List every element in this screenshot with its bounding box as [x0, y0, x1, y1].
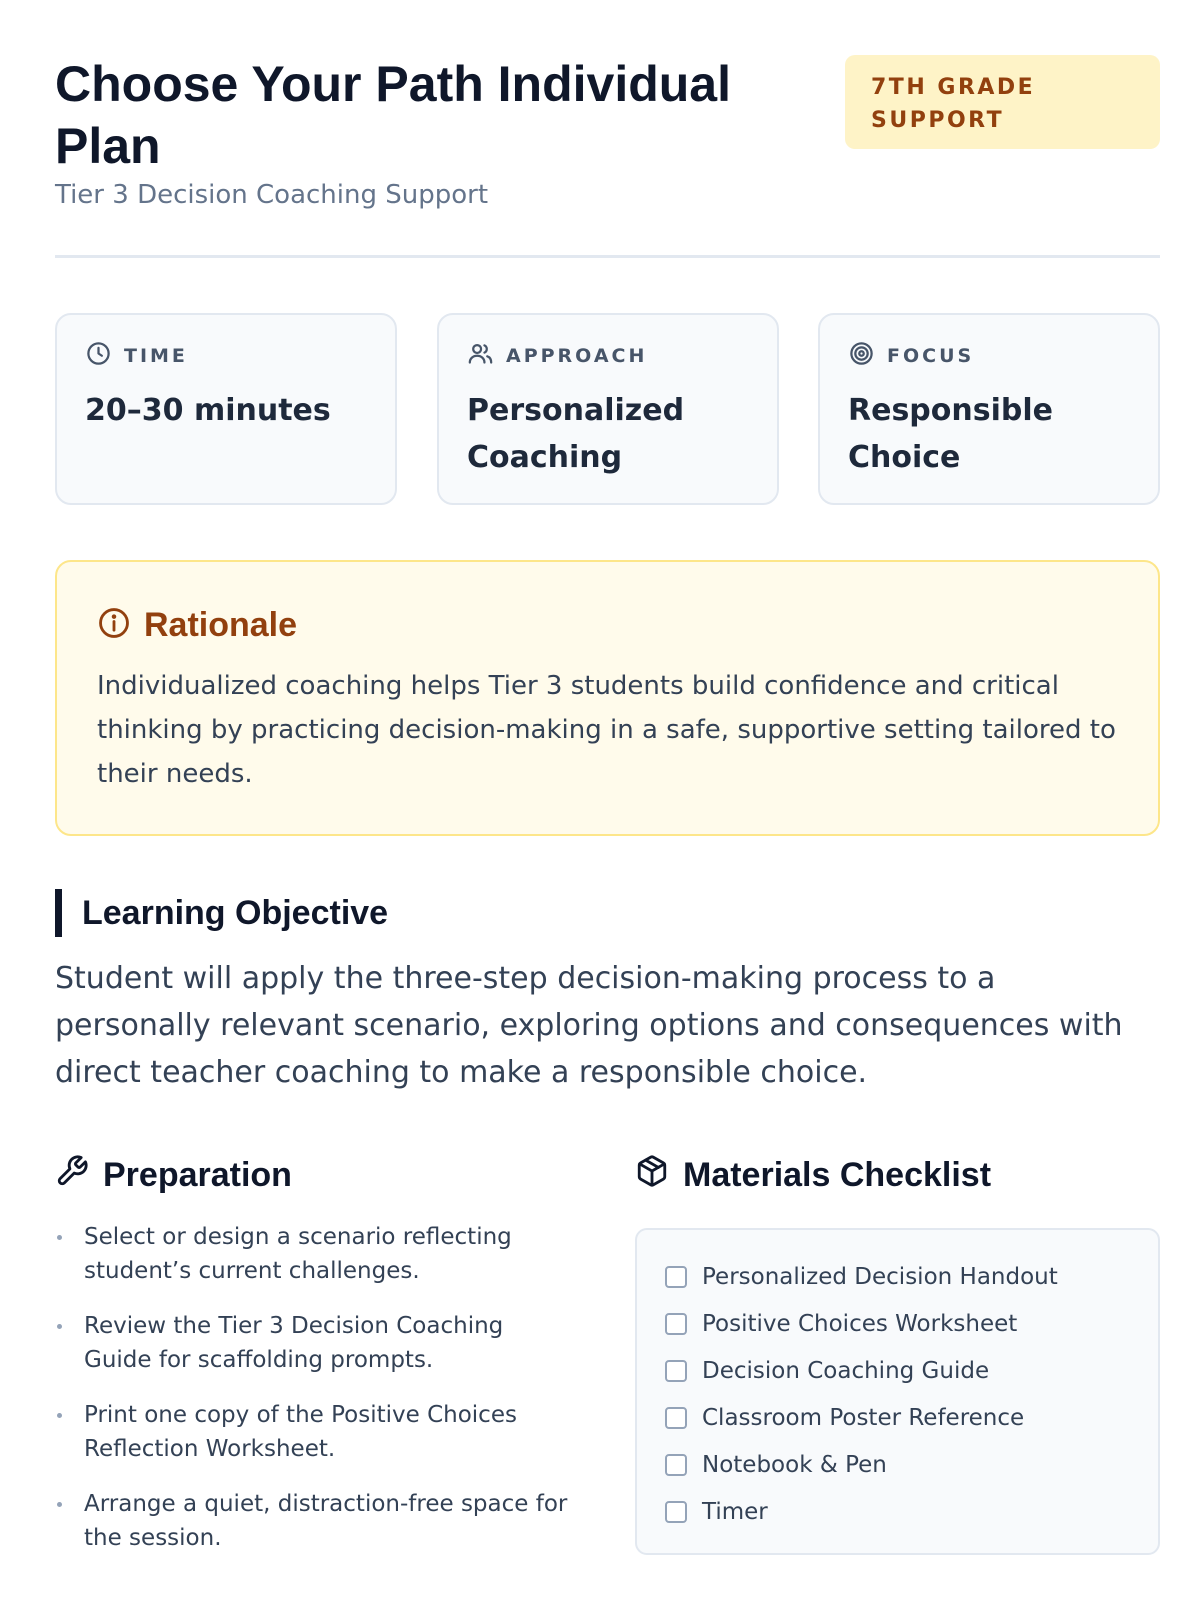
approach-value: Personalized Coaching: [467, 393, 685, 475]
checklist-item[interactable]: [665, 1394, 1130, 1441]
checkbox[interactable]: [665, 1501, 687, 1523]
wrench-icon: [55, 1154, 89, 1197]
page-subtitle: Tier 3 Decision Coaching Support: [55, 180, 489, 210]
objective-text: Student will apply the three-step decision-making process to a personally relevant scenario, exploring options and consequences with direct teacher coaching to make a responsible choice.: [55, 961, 1123, 1090]
checklist-label: Personalized Decision Handout: [702, 1263, 1058, 1290]
time-value: 20–30 minutes: [85, 393, 331, 428]
checklist-label: Decision Coaching Guide: [702, 1357, 990, 1384]
page-title: Choose Your Path Individual Plan: [55, 56, 732, 174]
checklist-item[interactable]: [665, 1347, 1130, 1394]
focus-label: FOCUS: [887, 345, 975, 367]
header: [55, 0, 1160, 258]
materials-heading: [635, 1150, 991, 1200]
materials-title: Materials Checklist: [683, 1155, 992, 1194]
users-icon: [467, 340, 494, 372]
approach-label: APPROACH: [506, 345, 648, 367]
lesson-plan-page: [55, 0, 1160, 1551]
checklist-item[interactable]: [665, 1300, 1130, 1347]
focus-value: Responsible Choice: [848, 393, 1053, 475]
time-card: [55, 313, 397, 505]
preparation-heading: [55, 1150, 292, 1200]
target-icon: [848, 340, 875, 372]
time-label: TIME: [124, 345, 188, 367]
checklist-label: Classroom Poster Reference: [702, 1404, 1025, 1431]
list-item: Review the Tier 3 Decision Coaching Guide for scaffolding prompts.: [55, 1309, 575, 1377]
clock-icon: [85, 340, 112, 372]
info-icon: [97, 606, 131, 644]
checklist-item[interactable]: [665, 1441, 1130, 1488]
focus-card: [818, 313, 1160, 505]
checklist-item[interactable]: [665, 1488, 1130, 1535]
list-item: Select or design a scenario reflecting student’s current challenges.: [55, 1220, 575, 1288]
checkbox[interactable]: [665, 1407, 687, 1429]
checklist-label: Notebook & Pen: [702, 1451, 887, 1478]
rationale-box: [55, 560, 1160, 836]
materials-checklist: [635, 1228, 1160, 1555]
package-icon: [635, 1154, 669, 1197]
objective-title: Learning Objective: [55, 889, 388, 937]
checklist-label: Timer: [702, 1498, 768, 1525]
rationale-text: Individualized coaching helps Tier 3 students build confidence and critical thinking by practicing decision-making in a safe, supportive setting tailored to their needs.: [97, 671, 1116, 789]
preparation-list: [55, 1220, 575, 1576]
info-cards: [55, 313, 1160, 505]
list-item: Print one copy of the Positive Choices Reflection Worksheet.: [55, 1398, 575, 1466]
checkbox[interactable]: [665, 1454, 687, 1476]
checkbox[interactable]: [665, 1313, 687, 1335]
checklist-item[interactable]: [665, 1253, 1130, 1300]
checklist-label: Positive Choices Worksheet: [702, 1310, 1018, 1337]
checkbox[interactable]: [665, 1266, 687, 1288]
checkbox[interactable]: [665, 1360, 687, 1382]
grade-badge: 7TH GRADE SUPPORT: [845, 55, 1160, 149]
rationale-title: Rationale: [144, 605, 298, 644]
approach-card: [437, 313, 779, 505]
list-item: Arrange a quiet, distraction-free space for the session.: [55, 1487, 575, 1555]
preparation-title: Preparation: [103, 1155, 292, 1194]
